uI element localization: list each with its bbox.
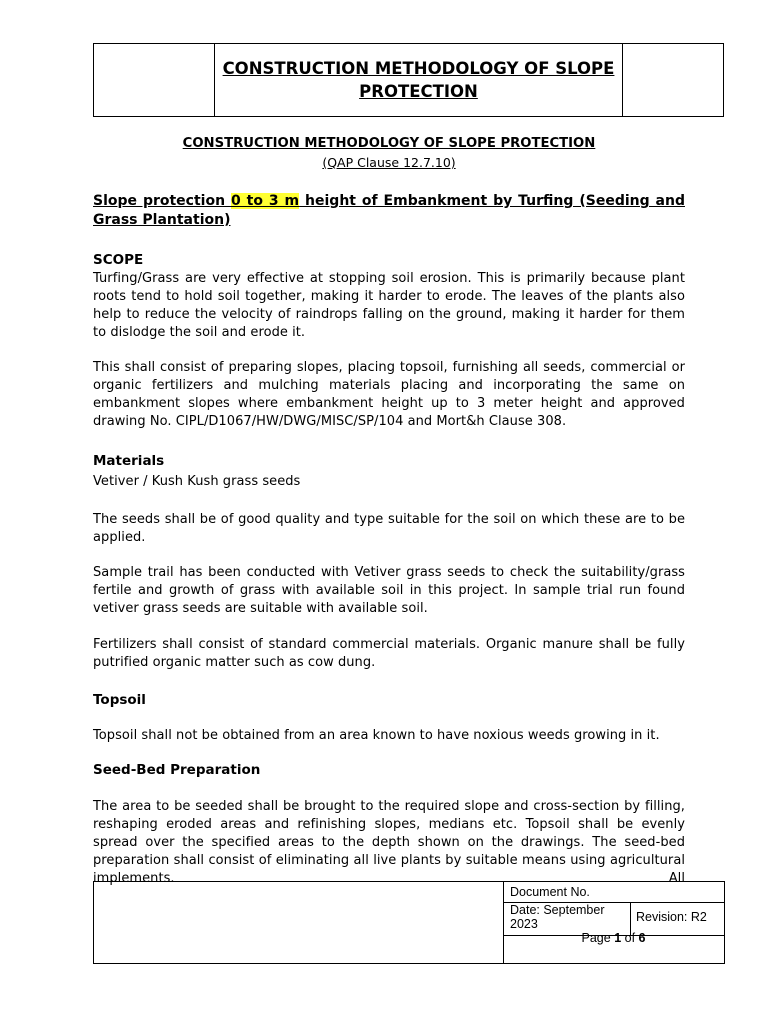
page-prefix: Page [581, 931, 615, 945]
main-heading [93, 192, 685, 230]
topsoil-heading: Topsoil [93, 692, 146, 708]
page-total: 6 [638, 931, 646, 945]
document-footer [93, 881, 725, 964]
materials-paragraph-1: The seeds shall be of good quality and type suitable for the soil on which these are to be applied. [93, 512, 685, 545]
qap-clause: (QAP Clause 12.7.10) [322, 155, 456, 170]
seedbed-heading: Seed-Bed Preparation [93, 762, 261, 778]
header-right-cell [622, 44, 723, 116]
page-current: 1 [614, 931, 622, 945]
page-number [503, 931, 724, 945]
date-label: Date: September 2023 [510, 903, 605, 931]
scope-paragraph-1: Turfing/Grass are very effective at stopping soil erosion. This is primarily because plant roots tend to hold soil together, making it harder to erode. The leaves of the plants also help to reduce the velocity of raindrops falling on the ground, making it harder for them to dislodge the soil and erode it. [93, 271, 685, 340]
main-heading-part1: Slope protection [93, 193, 231, 209]
revision-label: Revision: R2 [636, 910, 707, 924]
header-title: CONSTRUCTION METHODOLOGY OF SLOPE PROTECTION [222, 59, 615, 101]
materials-paragraph-2: Sample trail has been conducted with Vetiver grass seeds to check the suitability/grass fertile and growth of grass with available soil in this project. In sample trial run found vetiver grass seeds are suitable with available soil. [93, 565, 685, 616]
document-number-label: Document No. [510, 885, 590, 899]
document-title: CONSTRUCTION METHODOLOGY OF SLOPE PROTECTION [182, 136, 596, 151]
scope-heading: SCOPE [93, 252, 144, 268]
scope-paragraph-2: This shall consist of preparing slopes, placing topsoil, furnishing all seeds, commercial or organic fertilizers and mulching materials placing and incorporating the same on embankment slopes where embankment height up to 3 meter height and approved drawing No. CIPL/D1067/HW/DWG/MISC/SP/104 and Mort&h Clause 308. [93, 360, 685, 429]
main-heading-part2: height of Embankment by Turfing (Seeding and Grass Plantation) [93, 193, 685, 228]
materials-paragraph-3: Fertilizers shall consist of standard commercial materials. Organic manure shall be fully putrified organic matter such as cow dung. [93, 637, 685, 670]
main-heading-highlight: 0 to 3 m [230, 193, 300, 209]
document-header [93, 43, 724, 117]
topsoil-paragraph-1: Topsoil shall not be obtained from an area known to have noxious weeds growing in it. [93, 728, 660, 743]
footer-divider [503, 882, 504, 963]
seedbed-paragraph-1: The area to be seeded shall be brought to the required slope and cross-section by filling, reshaping eroded areas and refinishing slopes, medians etc. Topsoil shall be evenly spread over the specified areas to the depth shown on the drawings. The seed-bed preparation shall consist of eliminating all live plants by suitable means using agricultural implements. All [93, 799, 685, 886]
page-of: of [621, 931, 639, 945]
header-logo-cell [94, 44, 215, 116]
materials-line-1: Vetiver / Kush Kush grass seeds [93, 474, 301, 489]
materials-heading: Materials [93, 453, 165, 469]
